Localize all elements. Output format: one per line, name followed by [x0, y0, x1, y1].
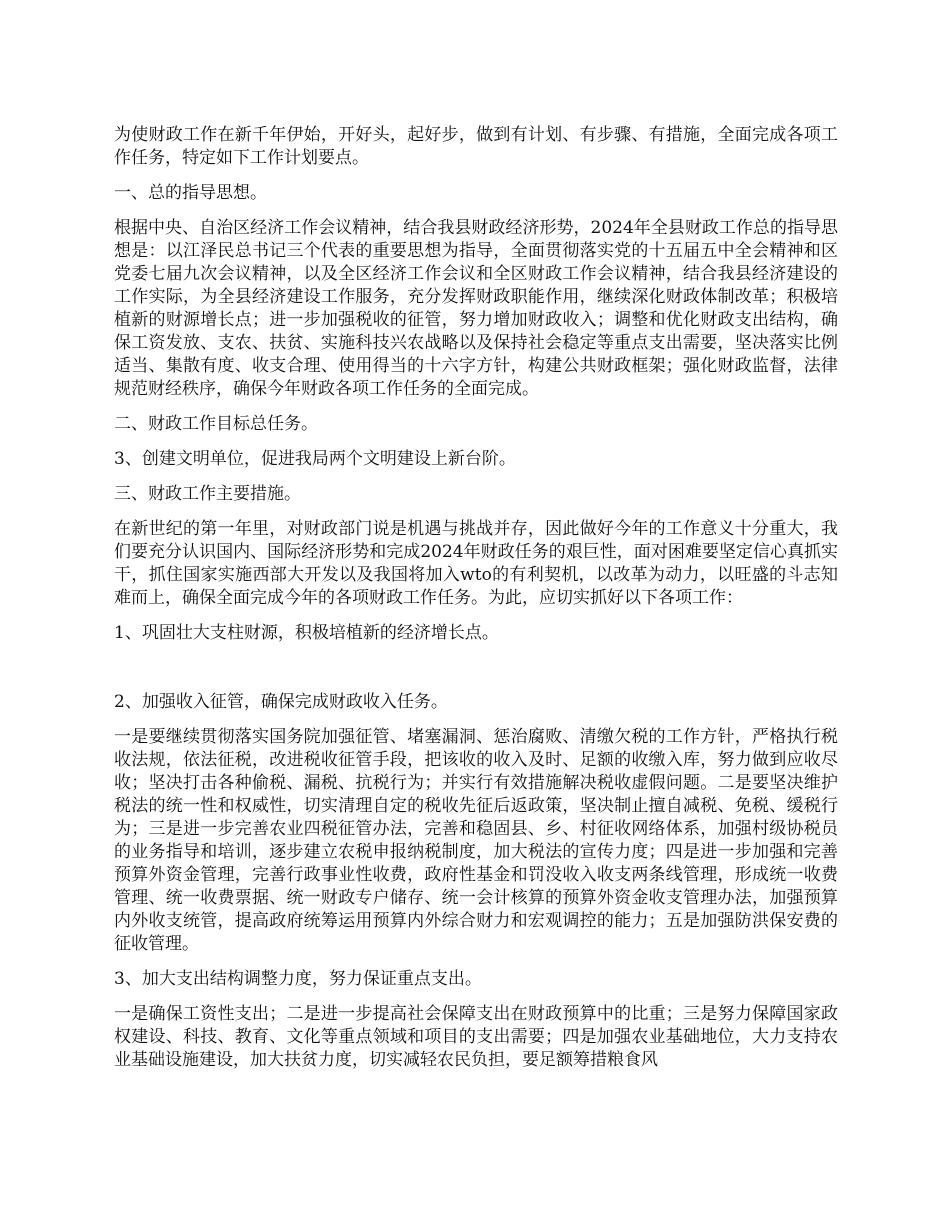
target-item-3: 3、创建文明单位，促进我局两个文明建设上新台阶。 [114, 449, 516, 469]
section-heading-targets: 二、财政工作目标总任务。 [114, 414, 318, 434]
section-heading-guiding-ideology: 一、总的指导思想。 [114, 183, 267, 203]
measures-intro-paragraph: 在新世纪的第一年里，对财政部门说是机遇与挑战并存，因此做好今年的工作意义十分重大，我们要充分认识国内、国际经济形势和完成2024年财政任务的艰巨性，面对困难要坚定信心真抓实干，抓住国家实施西部大开发以及我国将加入wto的有利契机，以改革为动力，以旺盛的斗志知难而上，确保全面完成今年的各项财政工作任务。为此，应切实抓好以下各项工作： [114, 519, 838, 608]
measure-item-3-detail: 一是确保工资性支出；二是进一步提高社会保障支出在财政预算中的比重；三是努力保障国家政权建设、科技、教育、文化等重点领域和项目的支出需要；四是加强农业基础地位，大力支持农业基础设施建设，加大扶贫力度，切实减轻农民负担，要足额筹措粮食风 [114, 1004, 838, 1070]
measure-item-1: 1、巩固壮大支柱财源，积极培植新的经济增长点。 [114, 623, 499, 643]
blank-gap [114, 657, 838, 691]
measure-item-2: 2、加强收入征管，确保完成财政收入任务。 [114, 692, 448, 712]
measure-item-3: 3、加大支出结构调整力度，努力保证重点支出。 [114, 969, 482, 989]
measure-item-2-detail: 一是要继续贯彻落实国务院加强征管、堵塞漏洞、惩治腐败、清缴欠税的工作方针，严格执行税收法规，依法征税，改进税收征管手段，把该收的收入及时、足额的收缴入库，努力做到应收尽收；坚决打击各种偷税、漏税、抗税行为；并实行有效措施解决税收虚假问题。二是要坚决维护税法的统一性和权威性，切实清理自定的税收先征后返政策，坚决制止擅自减税、免税、缓税行为；三是进一步完善农业四税征管办法，完善和稳固县、乡、村征收网络体系，加强村级协税员的业务指导和培训，逐步建立农税申报纳税制度，加大税法的宣传力度；四是进一步加强和完善预算外资金管理，完善行政事业性收费，政府性基金和罚没收入收支两条线管理，形成统一收费管理、统一收费票据、统一财政专户储存、统一会计核算的预算外资金收支管理办法，加强预算内外收支统管，提高政府统筹运用预算内外综合财力和宏观调控的能力；五是加强防洪保安费的征收管理。 [114, 727, 838, 954]
section-heading-measures: 三、财政工作主要措施。 [114, 484, 301, 504]
guiding-ideology-paragraph: 根据中央、自治区经济工作会议精神，结合我县财政经济形势，2024年全县财政工作总的指导思想是：以江泽民总书记三个代表的重要思想为指导，全面贯彻落实党的十五届五中全会精神和区党委七届九次会议精神，以及全区经济工作会议和全区财政工作会议精神，结合我县经济建设的工作实际，为全县经济建设工作服务，充分发挥财政职能作用，继续深化财政体制改革；积极培植新的财源增长点；进一步加强税收的征管，努力增加财政收入；调整和优化财政支出结构，确保工资发放、支农、扶贫、实施科技兴农战略以及保持社会稳定等重点支出需要，坚决落实比例适当、集散有度、收支合理、使用得当的十六字方针，构建公共财政框架；强化财政监督，法律规范财经秩序，确保今年财政各项工作任务的全面完成。 [114, 218, 838, 399]
intro-paragraph: 为使财政工作在新千年伊始，开好头，起好步，做到有计划、有步骤、有措施，全面完成各项工作任务，特定如下工作计划要点。 [114, 125, 838, 168]
